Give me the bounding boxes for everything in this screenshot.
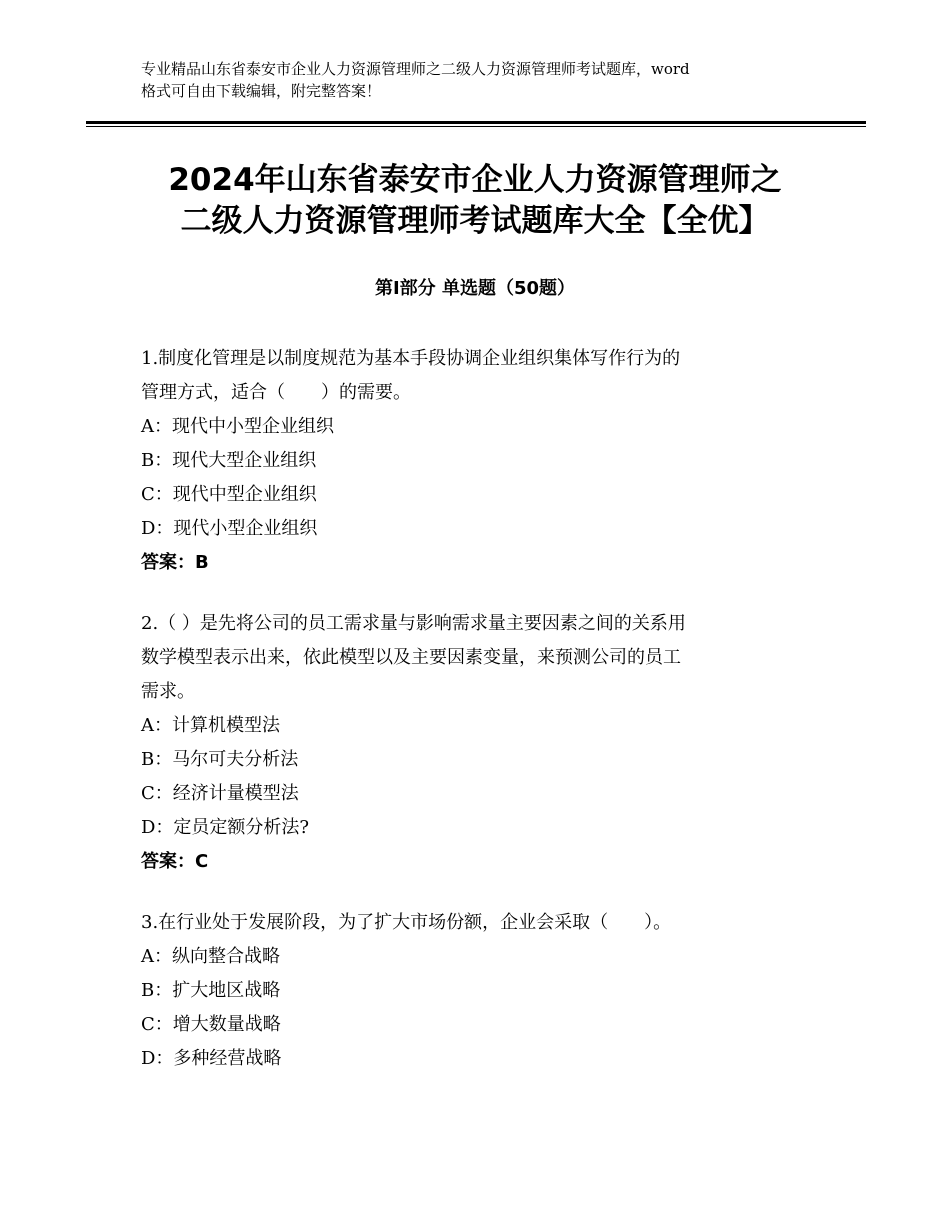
header-rule-thick	[86, 121, 866, 124]
answer-line: 答案：C	[141, 851, 209, 872]
option-d: D：定员定额分析法?	[141, 817, 310, 838]
option-c: C：经济计量模型法	[141, 783, 299, 804]
option-b: B：马尔可夫分析法	[141, 749, 299, 770]
document-title: 2024年山东省泰安市企业人力资源管理师之 二级人力资源管理师考试题库大全【全优】	[168, 162, 782, 239]
section-title: 第Ⅰ部分 单选题（50题）	[374, 278, 575, 299]
question-3	[141, 906, 821, 1076]
question-stem: 1.制度化管理是以制度规范为基本手段协调企业组织集体写作行为的 管理方式，适合（ ）的需要。	[141, 348, 681, 403]
question-2	[141, 607, 821, 879]
option-d: D：多种经营战略	[141, 1048, 282, 1069]
option-a: A：现代中小型企业组织	[141, 416, 334, 437]
option-d: D：现代小型企业组织	[141, 518, 318, 539]
option-c: C：增大数量战略	[141, 1014, 281, 1035]
question-stem: 3.在行业处于发展阶段，为了扩大市场份额，企业会采取（ ）。	[141, 912, 672, 933]
header-note: 专业精品山东省泰安市企业人力资源管理师之二级人力资源管理师考试题库，word 格式可自由下载编辑，附完整答案！	[141, 60, 690, 100]
question-1	[141, 342, 821, 580]
option-c: C：现代中型企业组织	[141, 484, 317, 505]
option-b: B：现代大型企业组织	[141, 450, 317, 471]
answer-line: 答案：B	[141, 552, 209, 573]
question-stem: 2.（ ）是先将公司的员工需求量与影响需求量主要因素之间的关系用 数学模型表示出来，依此模型以及主要因素变量，来预测公司的员工 需求。	[141, 613, 686, 702]
question-list	[141, 342, 821, 1103]
option-a: A：计算机模型法	[141, 715, 280, 736]
option-b: B：扩大地区战略	[141, 980, 281, 1001]
option-a: A：纵向整合战略	[141, 946, 280, 967]
header-rule-thin	[86, 126, 866, 127]
